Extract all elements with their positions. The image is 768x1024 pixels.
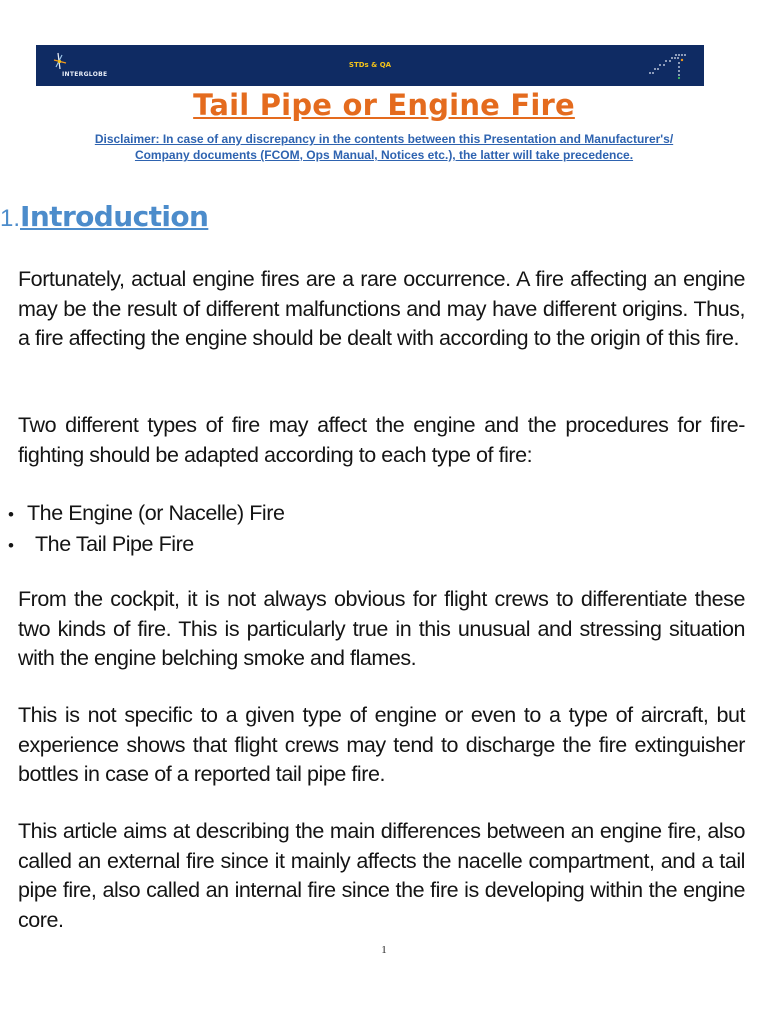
disclaimer-line-1: Disclaimer: In case of any discrepancy in the contents between this Presentation and Manufacturer's/ xyxy=(94,132,674,146)
paragraph-2: Two different types of fire may affect the engine and the procedures for fire-fighting should be adapted according to each type of fire: xyxy=(18,413,745,467)
logo-text: INTERGLOBE xyxy=(62,71,108,78)
paragraph-4: This is not specific to a given type of engine or even to a type of aircraft, but experience shows that flight crews may tend to discharge the fire extinguisher bottles in case of a reported tail pipe fire. xyxy=(18,703,745,786)
bullet-item xyxy=(8,530,508,560)
page-title: Tail Pipe or Engine Fire xyxy=(193,88,575,122)
page-number: 1 xyxy=(381,944,387,956)
header-banner xyxy=(36,45,704,86)
bullet-item xyxy=(8,499,508,529)
banner-center-text: STDs & QA xyxy=(348,61,392,69)
paragraph-5: This article aims at describing the main differences between an engine fire, also called an external fire since it mainly affects the nacelle compartment, and a tail pipe fire, also called an internal fire since the fire is developing within the engine core. xyxy=(18,819,745,932)
section-heading xyxy=(0,200,208,233)
section-number: 1. xyxy=(0,205,21,232)
aircraft-lights-icon xyxy=(646,51,690,81)
paragraph-1: Fortunately, actual engine fires are a rare occurrence. A fire affecting an engine may be the result of different malfunctions and may have different origins. Thus, a fire affecting the engine should be dealt with according to the origin of this fire. xyxy=(18,267,745,350)
disclaimer-line-2: Company documents (FCOM, Ops Manual, Notices etc.), the latter will take precedence. xyxy=(134,148,634,162)
bullet-text: The Tail Pipe Fire xyxy=(35,532,194,556)
bullet-text: The Engine (or Nacelle) Fire xyxy=(27,501,285,525)
section-title: Introduction xyxy=(20,200,209,233)
disclaimer xyxy=(30,131,738,163)
bullet-dot: • xyxy=(8,536,14,555)
bullet-dot: • xyxy=(8,505,14,524)
paragraph-3: From the cockpit, it is not always obvious for flight crews to differentiate these two kinds of fire. This is particularly true in this unusual and stressing situation with the engine belching smoke and flames. xyxy=(18,587,745,670)
